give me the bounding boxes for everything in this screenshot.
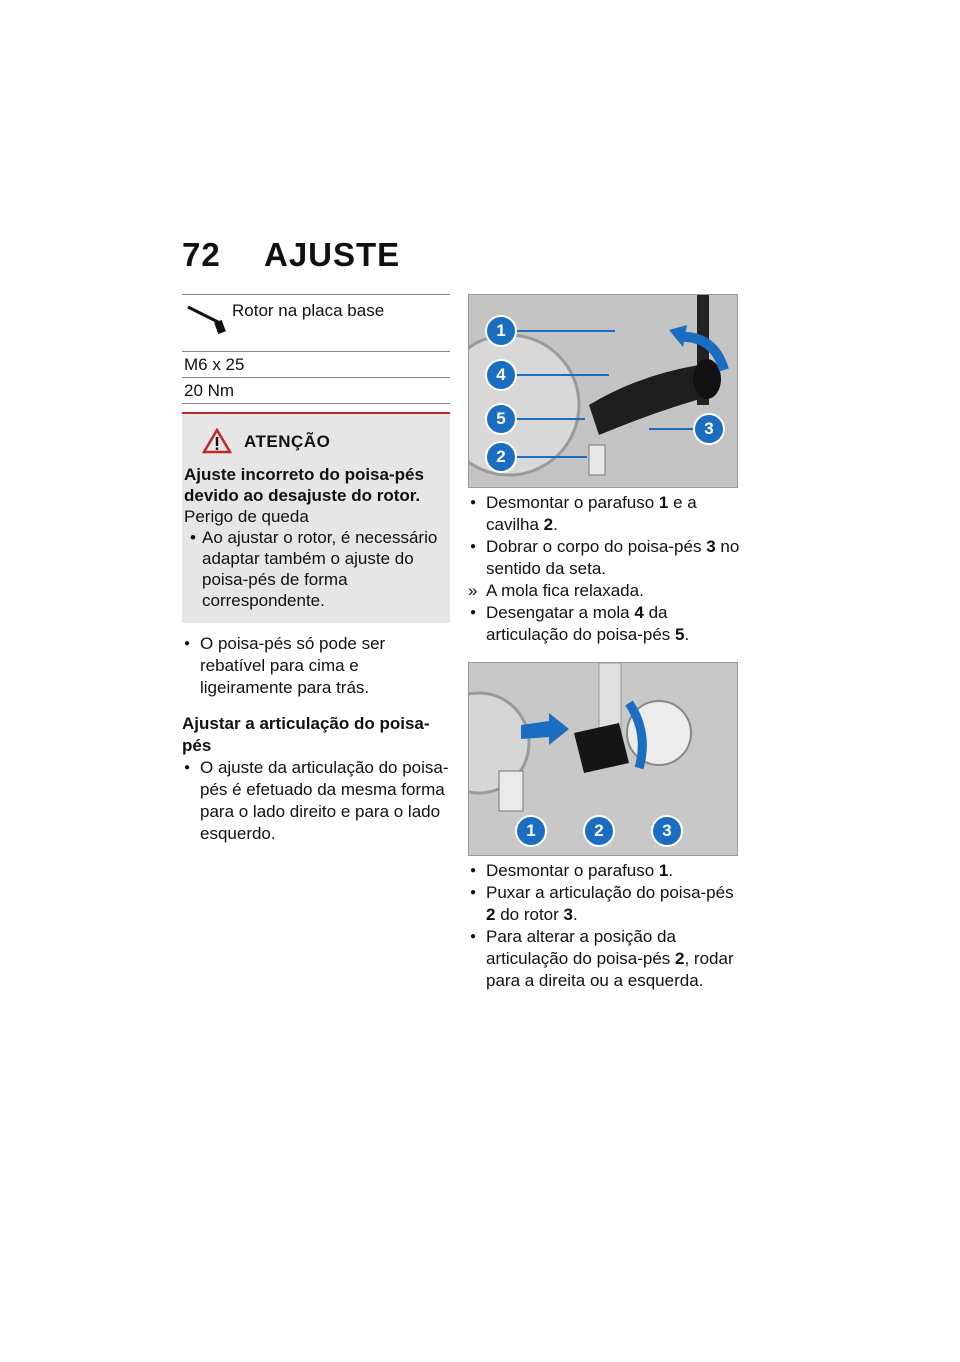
- list-item: ● Dobrar o corpo do poisa-pés 3 no sentido da seta.: [468, 536, 740, 580]
- warning-subtitle: Perigo de queda: [184, 507, 309, 526]
- section-heading: Ajustar a articulação do poisa-pés: [182, 714, 430, 755]
- callout-badge: 2: [583, 815, 615, 847]
- warning-bullet: • Ao ajustar o rotor, é necessário adaptar também o ajuste do poisa-pés de forma correspondente.: [184, 527, 438, 611]
- torque-wrench-icon: [186, 301, 230, 337]
- callout-badge: 4: [485, 359, 517, 391]
- spec-bolt-size: M6 x 25: [182, 352, 450, 378]
- torque-spec-table: [182, 294, 450, 404]
- warning-heading: Ajuste incorreto do poisa-pés devido ao desajuste do rotor.: [184, 465, 424, 505]
- warning-triangle-icon: [202, 428, 232, 454]
- callout-badge: 3: [651, 815, 683, 847]
- figure-footrest-disassembly: [468, 294, 738, 488]
- spec-torque: 20 Nm: [182, 378, 450, 404]
- callout-badge: 1: [515, 815, 547, 847]
- list-item: ● Puxar a articulação do poisa-pés 2 do rotor 3.: [468, 882, 740, 926]
- figure-footrest-rotor: [468, 662, 738, 856]
- list-item: ● O ajuste da articulação do poisa-pés é efetuado da mesma forma para o lado direito e para o lado esquerdo.: [182, 757, 450, 845]
- list-item: ● Desmontar o parafuso 1 e a cavilha 2.: [468, 492, 740, 536]
- callout-badge: 2: [485, 441, 517, 473]
- page-title: AJUSTE: [264, 236, 401, 273]
- instructions-2: [468, 860, 740, 992]
- right-column: [468, 294, 740, 992]
- spec-label: Rotor na placa base: [232, 301, 385, 320]
- list-item: ● Para alterar a posição da articulação do poisa-pés 2, rodar para a direita ou a esquerda.: [468, 926, 740, 992]
- page-header: [182, 236, 400, 274]
- page-number: 72: [182, 236, 221, 273]
- callout-badge: 3: [693, 413, 725, 445]
- callout-badge: 1: [485, 315, 517, 347]
- list-item: ● Desengatar a mola 4 da articulação do poisa-pés 5.: [468, 602, 740, 646]
- instructions-1: [468, 492, 740, 646]
- list-item: ● O poisa-pés só pode ser rebatível para cima e ligeiramente para trás.: [182, 633, 450, 699]
- callout-badge: 5: [485, 403, 517, 435]
- result-item: » A mola fica relaxada.: [468, 580, 740, 602]
- warning-title: ATENÇÃO: [244, 431, 331, 451]
- warning-box: [182, 412, 450, 623]
- list-item: ● Desmontar o parafuso 1.: [468, 860, 740, 882]
- left-column: [182, 294, 450, 845]
